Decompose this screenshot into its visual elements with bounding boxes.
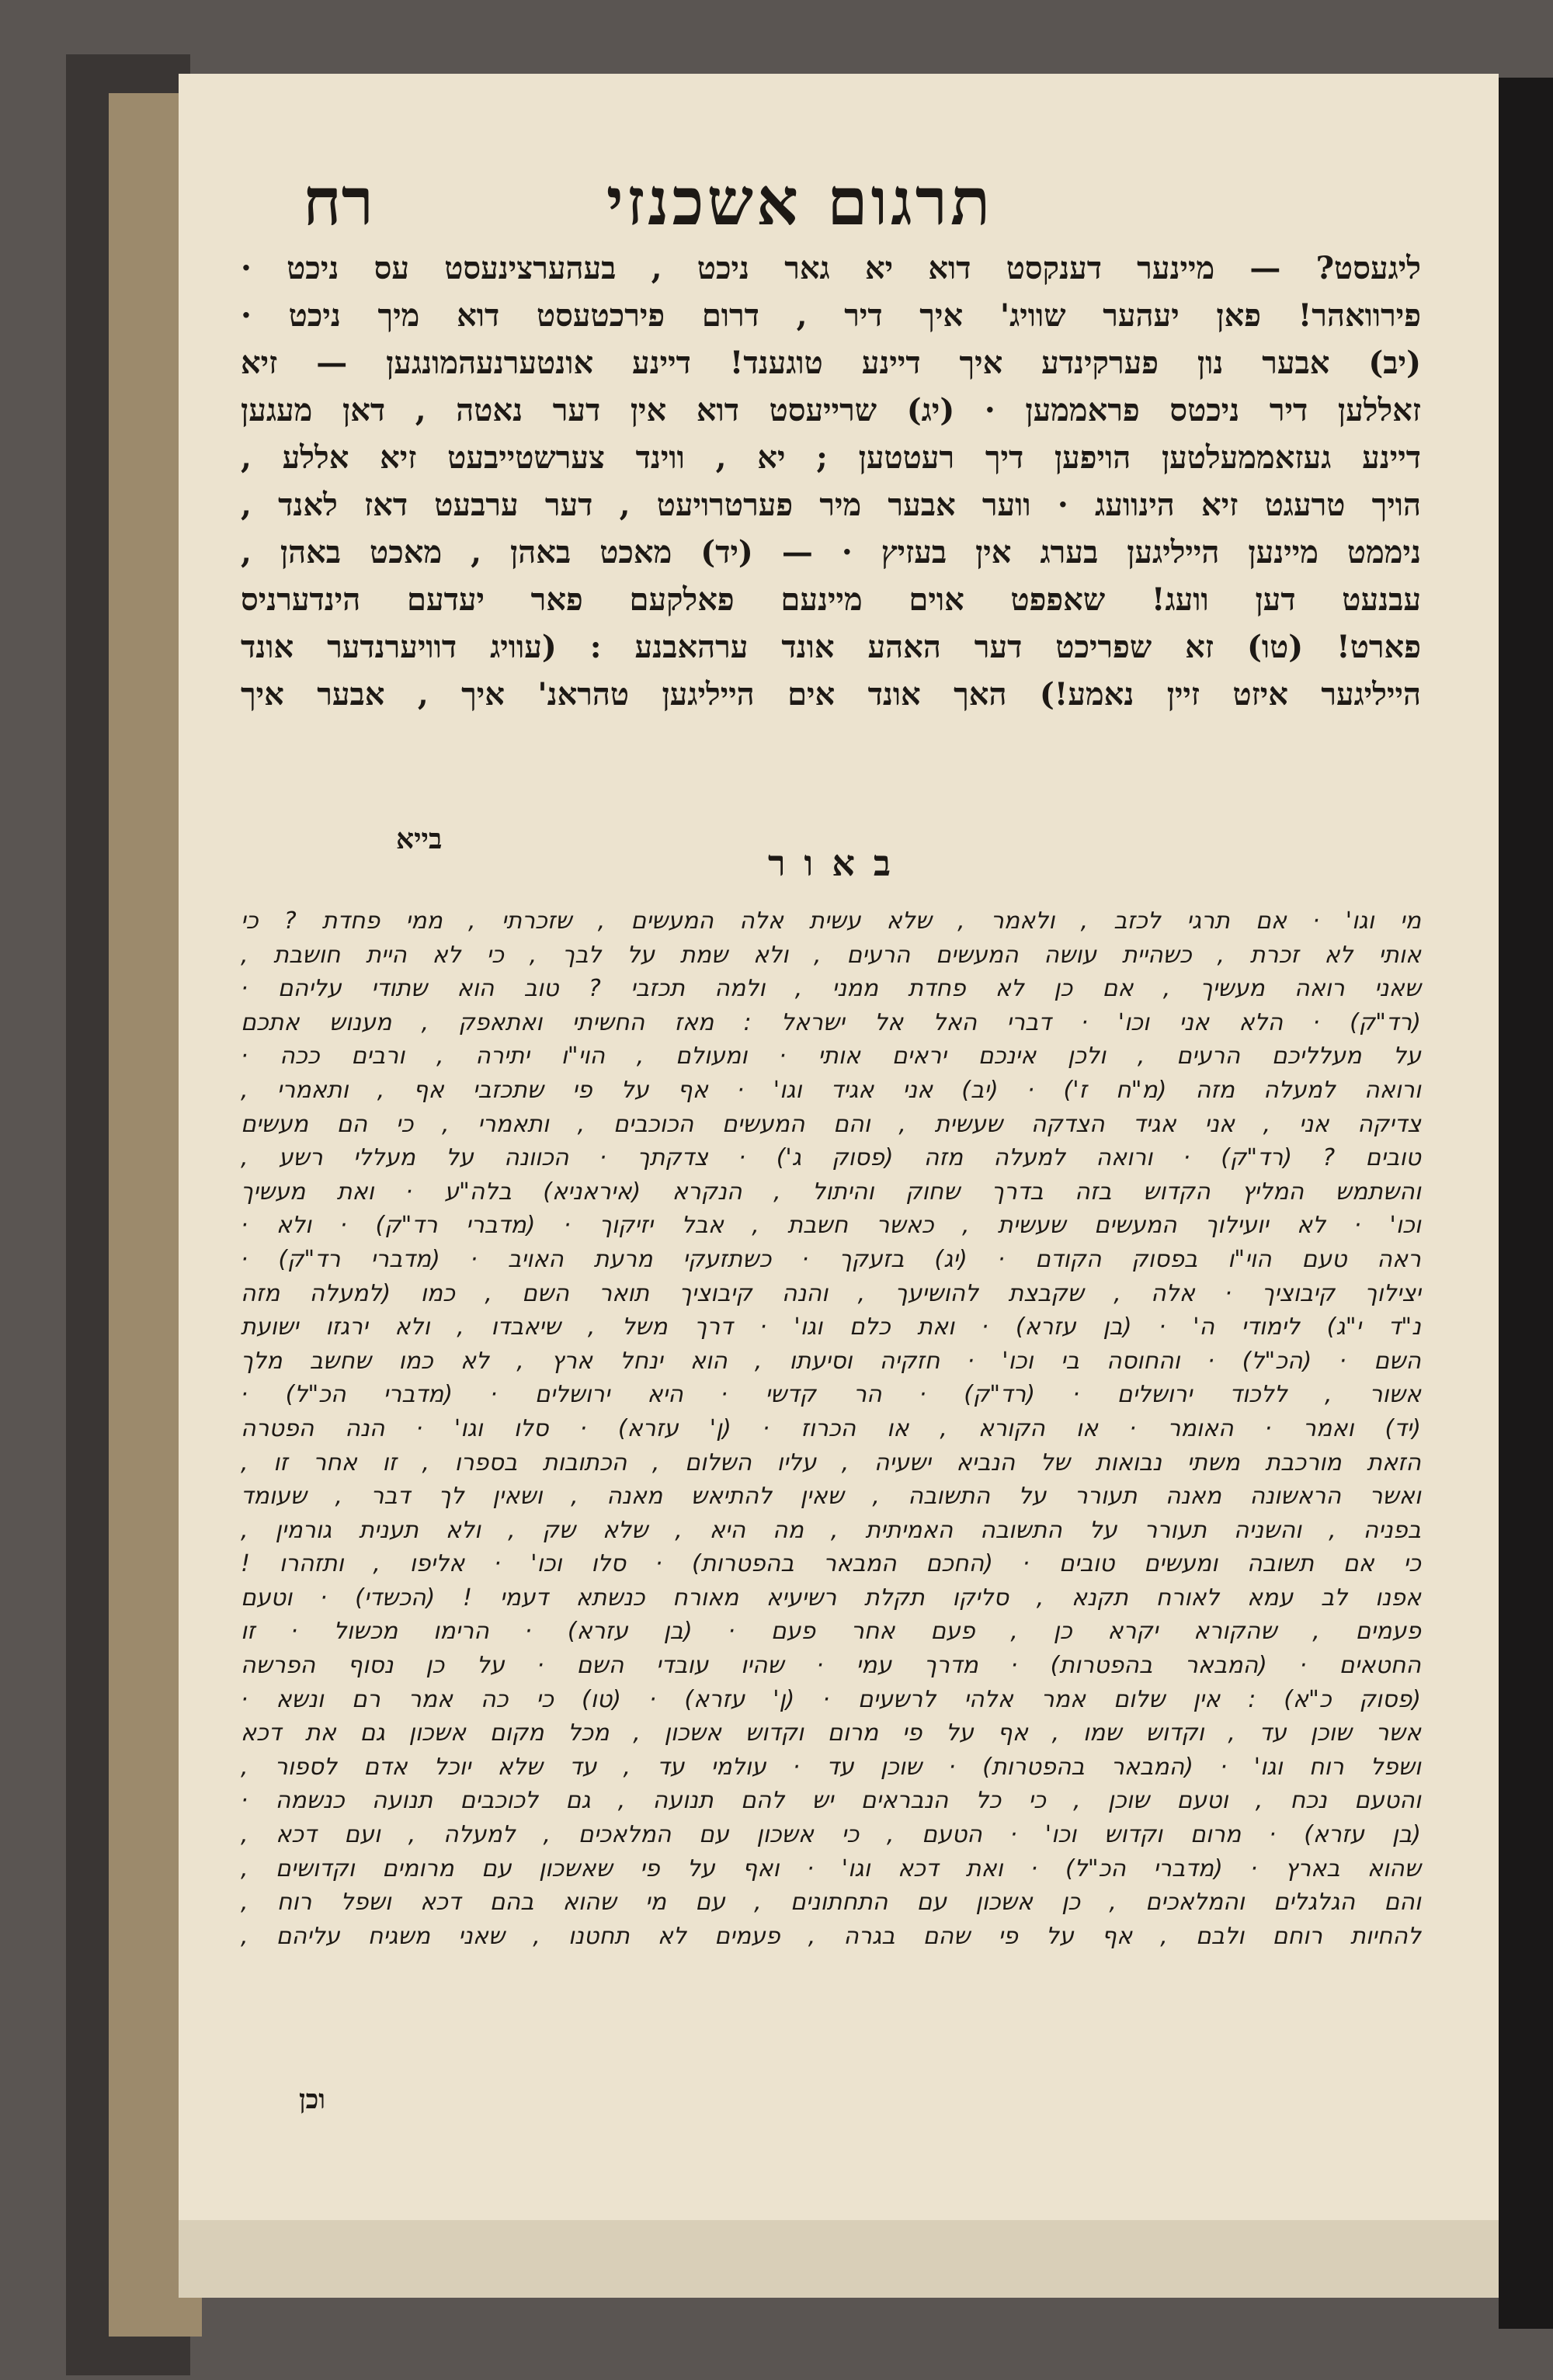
- commentary-line: נ"ד י"ג) לימודי ה' · (בן עזרא) · ואת כלם וגו' · דרך משל , שיאבדו , ולא ירגזו ישועת: [241, 1313, 1421, 1341]
- text-line: זאללען דיר ניכטס פראממען · (יג) שרייעסט דוא אין דער נאטה , דאן מעגען: [241, 392, 1421, 428]
- text-line: פירוואהר! פאן יעהער שוויג' איך דיר , דרום פירכטעסט דוא מיך ניכט ·: [241, 297, 1421, 334]
- commentary-line: בפניה , והשניה תעורר על התשובה האמיתית , מה היא , שלא שק , ולא תענית גורמין ,: [241, 1516, 1421, 1544]
- commentary-line: (פסוק כ"א) : אין שלום אמר אלהי לרשעים · (ן' עזרא) · (טו) כי כה אמר רם ונשא ·: [241, 1685, 1421, 1713]
- commentary-line: השם · (הכ"ל) · והחוסה בי וכו' · חזקיה וסיעתו , הוא ינחל ארץ , לא כמו שחשב מלך: [241, 1347, 1421, 1375]
- commentary-line: (בן עזרא) · מרום וקדוש וכו' · הטעם , כי אשכון עם המלאכים , למעלה , ועם דכא ,: [241, 1821, 1421, 1849]
- facing-edge: [1499, 78, 1553, 2329]
- catchword: בייא: [396, 823, 443, 855]
- commentary-line: על מעלליכם הרעים , ולכן אינכם יראים אותי · ומעולם , הוי"ו יתירה , ורבים ככה ·: [241, 1043, 1421, 1070]
- commentary-line: ואשר הראשונה מאנה תעורר על התשובה , שאין להתיאש מאנה , ושאין לך דבר , שעומד: [241, 1483, 1421, 1511]
- running-head: [194, 159, 1483, 245]
- commentary-line: טובים ? (רד"ק) · ורואה למעלה מזה (פסוק ג') · צדקתך · הכוונה על מעללי רשע ,: [241, 1144, 1421, 1172]
- text-line: הויך טרעגט זיא הינוועג · ווער אבער מיר פערטרויעט , דער ערבעט דאז לאנד ,: [241, 487, 1421, 523]
- section-heading: באור: [767, 842, 910, 884]
- commentary-line: והם הגלגלים והמלאכים , כן אשכון עם התחתונים , עם מי שהוא בהם דכא ושפל רוח ,: [241, 1889, 1421, 1917]
- commentary-line: (יד) ואמר · האומר · או הקורא , או הכרוז · (ן' עזרא) · סלו וגו' · הנה הפטרה: [241, 1414, 1421, 1442]
- commentary-line: אשור , ללכוד ירושלים · (רד"ק) · הר קדשי · היא ירושלים · (מדברי הכ"ל) ·: [241, 1381, 1421, 1409]
- paper-foot: [179, 2220, 1499, 2298]
- commentary-line: ראה טעם הוי"ו בפסוק הקודם · (יג) בזעקך · כשתזעקי מרעת האויב · (מדברי רד"ק) ·: [241, 1245, 1421, 1273]
- commentary-line: צדיקה אני , אני אגיד הצדקה שעשית , והם המעשים הכוכבים , ותאמרי , כי הם מעשים: [241, 1110, 1421, 1138]
- commentary-line: והשתמש המליץ הקדוש בזה בדרך שחוק והיתול , הנקרא (איראניא) בלה"ע · ואת מעשיך: [241, 1178, 1421, 1206]
- commentary-line: מי וגו' · אם תרגי לכזב , ולאמר , שלא עשית אלה המעשים , שזכרתי , ממי פחדת ? כי: [241, 907, 1421, 935]
- folio-number: רח: [303, 163, 373, 240]
- commentary-line: יצילוך קיבוציך · אלה , שקבצת להושיעך , והנה קיבוציך תואר השם , כמו (למעלה מזה: [241, 1279, 1421, 1307]
- page-title: תרגום אשכנזי: [606, 163, 994, 240]
- catchword: וכן: [299, 2084, 325, 2115]
- commentary-line: אפנו לב עמא לאורח תקנא , סליקו תקלת רשיעיא מאורח כנשתא דעמי ! (הכשדי) · וטעם: [241, 1584, 1421, 1612]
- commentary-line: שהוא בארץ · (מדברי הכ"ל) · ואת דכא וגו' · ואף על פי שאשכון עם מרומים וקדושים ,: [241, 1854, 1421, 1882]
- commentary-line: החטאים · (המבאר בהפטרות) · מדרך עמי · שהיו עובדי השם · על כן נסוף הפרשה: [241, 1652, 1421, 1680]
- text-line: עבנעט דען וועג! שאפפט אוים מיינעם פאלקעם פאר יעדעם הינדערניס: [241, 581, 1421, 618]
- book-page: [194, 85, 1483, 2220]
- commentary-line: (רד"ק) · הלא אני וכו' · דברי האל אל ישראל : מאז החשיתי ואתאפק , מענוש אתכם: [241, 1008, 1421, 1036]
- text-line: ליגעסט? — מיינער דענקסט דוא יא גאר ניכט , בעהערצינעסט עס ניכט ·: [241, 250, 1421, 286]
- text-line: דיינע גע‍זאממעלטען הויפען דיך רעטטען ; יא , ווינד צערשטייבעט זיא אללע ,: [241, 439, 1421, 476]
- commentary-line: ורואה למעלה מזה (מ"ח ז') · (יב) אני אגיד וגו' · אף על פי שתכזבי אף , ותאמרי ,: [241, 1076, 1421, 1104]
- commentary-line: ושפל רוח וגו' · (המבאר בהפטרות) · שוכן עד · עולמי עד , עד שלא יוכל אדם לספור ,: [241, 1753, 1421, 1781]
- translation-block: [241, 245, 1421, 718]
- text-line: פארט! (טו) זא שפריכט דער האהע אונד ערהאבנע : (עוויג דוויערנדער אונד: [241, 629, 1421, 665]
- commentary-line: פעמים , שהקורא יקרא כן , פעם אחר פעם · (בן עזרא) · הרימו מכשול · זו: [241, 1618, 1421, 1646]
- commentary-line: הזאת מורכבת משתי נבואות של הנביא ישעיה , עליו השלום , הכתובות בספרו , זו אחר זו ,: [241, 1448, 1421, 1476]
- text-line: (יב) אבער נון פערקינדע איך דיינע טוגענד! דיינע אונטערנעהמונגען — זיא: [241, 345, 1421, 381]
- text-line: ניממט מיינען הייליגען בערג אין בעזיץ · — (יד) מאכט באהן , מאכט באהן ,: [241, 534, 1421, 571]
- commentary-line: כי אם תשובה ומעשים טובים · (החכם המבאר בהפטרות) · סלו וכו' · אליפו , ותזהרו !: [241, 1550, 1421, 1578]
- commentary-line: וכו' · לא יועילוך המעשים שעשית , כאשר חשבת , אבל יזיקוך · (מדברי רד"ק) · ולא ·: [241, 1212, 1421, 1240]
- commentary-line: שאני רואה מעשיך , אם כן לא פחדת ממני , ולמה תכזבי ? טוב הוא שתודי עליהם ·: [241, 975, 1421, 1003]
- text-line: הייליגער איזט זיין נאמע!) האך אונד אים הייליגען טהראנ' איך , אבער איך: [241, 676, 1421, 713]
- commentary-line: להחיות רוחם ולבם , אף על פי שהם בגרה , פעמים לא תחטנו , שאני משגיח עליהם ,: [241, 1922, 1421, 1950]
- commentary-line: והטעם נכח , וטעם שוכן , כי כל הנבראים יש להם תנועה , גם לכוכבים תנועה כנשמה ·: [241, 1787, 1421, 1815]
- commentary-line: אותי לא זכרת , כשהיית עושה המעשים הרעים , ולא שמת על לבך , כי לא היית חושבת ,: [241, 941, 1421, 969]
- commentary-block: [241, 904, 1421, 1953]
- commentary-line: אשר שוכן עד , וקדוש שמו , אף על פי מרום וקדוש אשכון , מכל מקום אשכון גם את דכא: [241, 1719, 1421, 1747]
